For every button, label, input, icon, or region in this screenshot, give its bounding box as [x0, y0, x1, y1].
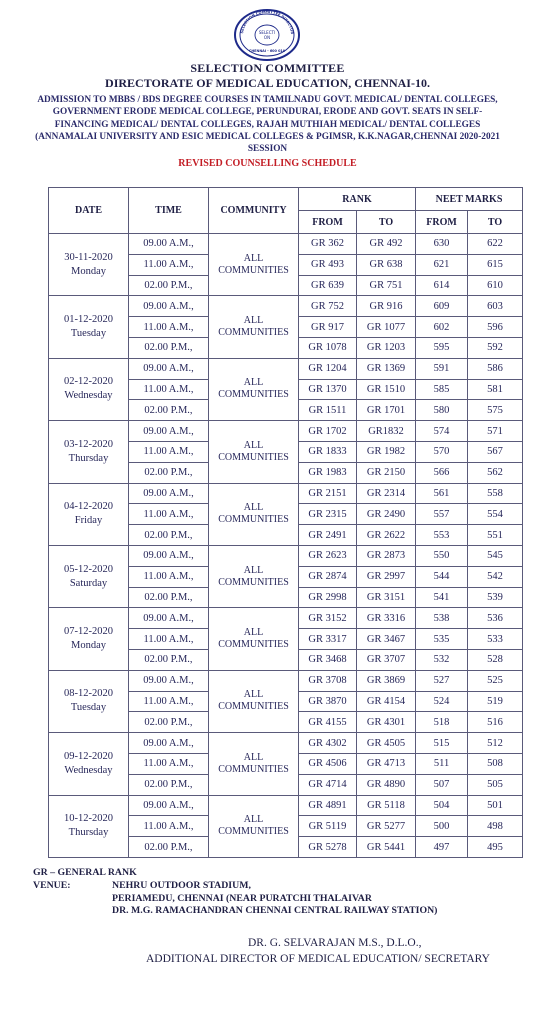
rank-from-cell: GR 4506 [299, 753, 357, 774]
time-cell: 02.00 P.M., [129, 587, 209, 608]
rank-to-cell: GR 4890 [357, 774, 416, 795]
rank-to-cell: GR 3869 [357, 670, 416, 691]
marks-from-cell: 507 [416, 774, 468, 795]
date-value: 05-12-2020 [64, 563, 113, 575]
rank-from-cell: GR 2998 [299, 587, 357, 608]
date-value: 04-12-2020 [64, 501, 113, 513]
rank-from-cell: GR 5119 [299, 816, 357, 837]
rank-to-cell: GR 5118 [357, 795, 416, 816]
marks-from-cell: 515 [416, 733, 468, 754]
date-value: 02-12-2020 [64, 376, 113, 388]
marks-to-cell: 567 [468, 441, 523, 462]
weekday: Monday [71, 265, 106, 277]
venue-line: PERIAMEDU, CHENNAI (NEAR PURATCHI THALAIVAR [112, 892, 372, 904]
date-value: 08-12-2020 [64, 688, 113, 700]
community-cell: ALL COMMUNITIES [209, 670, 299, 732]
marks-from-cell: 504 [416, 795, 468, 816]
marks-to-cell: 615 [468, 254, 523, 275]
time-cell: 09.00 A.M., [129, 608, 209, 629]
header-rank-from: FROM [299, 211, 357, 234]
gr-note: GR – GENERAL RANK [33, 867, 137, 878]
community-cell: ALL COMMUNITIES [209, 358, 299, 420]
rank-from-cell: GR 3317 [299, 629, 357, 650]
marks-from-cell: 497 [416, 837, 468, 858]
schedule-row [49, 483, 523, 504]
schedule-row [49, 733, 523, 754]
rank-from-cell: GR 362 [299, 234, 357, 255]
marks-from-cell: 574 [416, 421, 468, 442]
weekday: Tuesday [70, 702, 107, 714]
marks-from-cell: 541 [416, 587, 468, 608]
rank-from-cell: GR 2623 [299, 545, 357, 566]
time-cell: 09.00 A.M., [129, 358, 209, 379]
weekday: Thursday [68, 827, 109, 839]
rank-to-cell: GR 4505 [357, 733, 416, 754]
weekday: Tuesday [70, 328, 107, 340]
date-value: 09-12-2020 [64, 750, 113, 762]
marks-to-cell: 498 [468, 816, 523, 837]
rank-to-cell: GR 2997 [357, 566, 416, 587]
rank-from-cell: GR 2874 [299, 566, 357, 587]
rank-from-cell: GR 1370 [299, 379, 357, 400]
community-cell: ALL COMMUNITIES [209, 234, 299, 296]
marks-to-cell: 562 [468, 462, 523, 483]
marks-to-cell: 536 [468, 608, 523, 629]
marks-to-cell: 551 [468, 525, 523, 546]
schedule-row [49, 795, 523, 816]
marks-from-cell: 566 [416, 462, 468, 483]
schedule-body [49, 234, 523, 858]
date-cell [49, 545, 129, 607]
marks-to-cell: 512 [468, 733, 523, 754]
rank-to-cell: GR 4301 [357, 712, 416, 733]
marks-from-cell: 535 [416, 629, 468, 650]
marks-to-cell: 542 [468, 566, 523, 587]
signatory-name: DR. G. SELVARAJAN M.S., D.L.O., [248, 937, 422, 949]
rank-to-cell: GR 5277 [357, 816, 416, 837]
seal-center-text-2: ON [263, 35, 271, 40]
marks-to-cell: 519 [468, 691, 523, 712]
rank-from-cell: GR 3870 [299, 691, 357, 712]
rank-from-cell: GR 1204 [299, 358, 357, 379]
time-cell: 02.00 P.M., [129, 712, 209, 733]
weekday: Wednesday [64, 390, 113, 402]
schedule-row [49, 545, 523, 566]
time-cell: 02.00 P.M., [129, 275, 209, 296]
marks-to-cell: 508 [468, 753, 523, 774]
date-cell [49, 733, 129, 795]
time-cell: 02.00 P.M., [129, 462, 209, 483]
date-cell [49, 234, 129, 296]
community-cell: ALL COMMUNITIES [209, 545, 299, 607]
rank-from-cell: GR 4155 [299, 712, 357, 733]
rank-from-cell: GR 1078 [299, 337, 357, 358]
marks-to-cell: 554 [468, 504, 523, 525]
marks-from-cell: 609 [416, 296, 468, 317]
header-rank: RANK [299, 188, 416, 211]
seal-top-text: SELECTION COMMITTEE DIRECTOR [240, 9, 295, 35]
time-cell: 11.00 A.M., [129, 629, 209, 650]
time-cell: 11.00 A.M., [129, 504, 209, 525]
venue-line: NEHRU OUTDOOR STADIUM, [112, 880, 251, 891]
rank-to-cell: GR 2314 [357, 483, 416, 504]
marks-to-cell: 603 [468, 296, 523, 317]
community-cell: ALL COMMUNITIES [209, 733, 299, 795]
schedule-row [49, 296, 523, 317]
time-cell: 11.00 A.M., [129, 441, 209, 462]
header-description: ADMISSION TO MBBS / BDS DEGREE COURSES IN TAMILNADU GOVT. MEDICAL/ DENTAL COLLEGES, GOVERNMENT ERODE MEDICAL COLLEGE, PERUNDURAI, ERODE AND GOVT. SEATS IN SELF- FINANCING MEDICAL/ DENTAL COLLEGES, RAJAH MUTHIAH MEDICAL/ DENTAL COLLEGES (ANNAMALAI UNIVERSITY AND ESIC MEDICAL COLLEGES & PGIMSR, K.K.NAGAR,CHENNAI 2020-2021 SESSION [35, 95, 500, 155]
marks-to-cell: 545 [468, 545, 523, 566]
weekday: Thursday [68, 452, 109, 464]
marks-to-cell: 586 [468, 358, 523, 379]
marks-from-cell: 544 [416, 566, 468, 587]
rank-from-cell: GR 4714 [299, 774, 357, 795]
rank-from-cell: GR 2315 [299, 504, 357, 525]
time-cell: 09.00 A.M., [129, 296, 209, 317]
date-value: 01-12-2020 [64, 314, 113, 326]
marks-to-cell: 575 [468, 400, 523, 421]
rank-from-cell: GR 3708 [299, 670, 357, 691]
marks-to-cell: 516 [468, 712, 523, 733]
date-value: 10-12-2020 [64, 813, 113, 825]
time-cell: 09.00 A.M., [129, 483, 209, 504]
seal-center-text-1: SELECTI [258, 30, 276, 35]
date-value: 30-11-2020 [64, 251, 113, 263]
marks-from-cell: 550 [416, 545, 468, 566]
header-community: COMMUNITY [209, 188, 299, 234]
rank-from-cell: GR 3468 [299, 649, 357, 670]
rank-from-cell: GR 639 [299, 275, 357, 296]
rank-from-cell: GR 5278 [299, 837, 357, 858]
weekday: Saturday [69, 577, 108, 589]
time-cell: 02.00 P.M., [129, 837, 209, 858]
marks-to-cell: 592 [468, 337, 523, 358]
venue-line: DR. M.G. RAMACHANDRAN CHENNAI CENTRAL RAILWAY STATION) [112, 905, 438, 917]
weekday: Monday [71, 640, 106, 652]
marks-to-cell: 528 [468, 649, 523, 670]
community-cell: ALL COMMUNITIES [209, 296, 299, 358]
marks-from-cell: 500 [416, 816, 468, 837]
community-cell: ALL COMMUNITIES [209, 608, 299, 670]
rank-to-cell: GR 2490 [357, 504, 416, 525]
schedule-row [49, 670, 523, 691]
date-cell [49, 608, 129, 670]
time-cell: 09.00 A.M., [129, 670, 209, 691]
rank-to-cell: GR 1203 [357, 337, 416, 358]
marks-to-cell: 610 [468, 275, 523, 296]
rank-to-cell: GR 1701 [357, 400, 416, 421]
rank-from-cell: GR 1833 [299, 441, 357, 462]
weekday: Wednesday [64, 764, 113, 776]
date-cell [49, 296, 129, 358]
marks-from-cell: 561 [416, 483, 468, 504]
schedule-subtitle: REVISED COUNSELLING SCHEDULE [178, 158, 357, 169]
rank-from-cell: GR 752 [299, 296, 357, 317]
rank-to-cell: GR 638 [357, 254, 416, 275]
header-title-1: SELECTION COMMITTEE [190, 61, 345, 75]
header-marks-from: FROM [416, 211, 468, 234]
rank-to-cell: GR 3316 [357, 608, 416, 629]
schedule-row [49, 358, 523, 379]
time-cell: 02.00 P.M., [129, 337, 209, 358]
schedule-row [49, 608, 523, 629]
rank-from-cell: GR 1511 [299, 400, 357, 421]
rank-to-cell: GR 1982 [357, 441, 416, 462]
schedule-row [49, 421, 523, 442]
time-cell: 11.00 A.M., [129, 816, 209, 837]
rank-from-cell: GR 4302 [299, 733, 357, 754]
marks-from-cell: 557 [416, 504, 468, 525]
rank-from-cell: GR 493 [299, 254, 357, 275]
marks-to-cell: 571 [468, 421, 523, 442]
committee-seal-logo [233, 8, 301, 62]
time-cell: 09.00 A.M., [129, 733, 209, 754]
header-title-2: DIRECTORATE OF MEDICAL EDUCATION, CHENNAI-10. [105, 76, 430, 90]
marks-from-cell: 570 [416, 441, 468, 462]
rank-to-cell: GR 1369 [357, 358, 416, 379]
time-cell: 11.00 A.M., [129, 254, 209, 275]
marks-from-cell: 585 [416, 379, 468, 400]
rank-to-cell: GR1832 [357, 421, 416, 442]
signatory-title: ADDITIONAL DIRECTOR OF MEDICAL EDUCATION/ SECRETARY [146, 953, 490, 965]
marks-to-cell: 539 [468, 587, 523, 608]
community-cell: ALL COMMUNITIES [209, 421, 299, 483]
marks-from-cell: 538 [416, 608, 468, 629]
rank-to-cell: GR 1510 [357, 379, 416, 400]
rank-to-cell: GR 5441 [357, 837, 416, 858]
seal-bottom-text: CHENNAI - 600 010 [248, 49, 286, 53]
venue-label: VENUE: [33, 880, 71, 891]
date-cell [49, 358, 129, 420]
header-time: TIME [129, 188, 209, 234]
marks-from-cell: 595 [416, 337, 468, 358]
rank-from-cell: GR 1702 [299, 421, 357, 442]
marks-to-cell: 501 [468, 795, 523, 816]
marks-from-cell: 511 [416, 753, 468, 774]
time-cell: 02.00 P.M., [129, 774, 209, 795]
counselling-schedule-table [48, 187, 523, 858]
marks-to-cell: 622 [468, 234, 523, 255]
marks-from-cell: 630 [416, 234, 468, 255]
time-cell: 11.00 A.M., [129, 691, 209, 712]
rank-to-cell: GR 1077 [357, 317, 416, 338]
marks-to-cell: 495 [468, 837, 523, 858]
rank-to-cell: GR 2873 [357, 545, 416, 566]
marks-from-cell: 518 [416, 712, 468, 733]
rank-to-cell: GR 916 [357, 296, 416, 317]
header-date: DATE [49, 188, 129, 234]
rank-from-cell: GR 2151 [299, 483, 357, 504]
rank-to-cell: GR 3151 [357, 587, 416, 608]
marks-to-cell: 558 [468, 483, 523, 504]
schedule-row [49, 234, 523, 255]
marks-to-cell: 581 [468, 379, 523, 400]
rank-from-cell: GR 1983 [299, 462, 357, 483]
marks-from-cell: 553 [416, 525, 468, 546]
header-neet-marks: NEET MARKS [416, 188, 523, 211]
marks-from-cell: 621 [416, 254, 468, 275]
marks-to-cell: 596 [468, 317, 523, 338]
community-cell: ALL COMMUNITIES [209, 483, 299, 545]
rank-from-cell: GR 4891 [299, 795, 357, 816]
marks-from-cell: 580 [416, 400, 468, 421]
marks-to-cell: 505 [468, 774, 523, 795]
venue-address [112, 880, 437, 918]
time-cell: 11.00 A.M., [129, 566, 209, 587]
marks-from-cell: 527 [416, 670, 468, 691]
date-cell [49, 670, 129, 732]
marks-from-cell: 591 [416, 358, 468, 379]
rank-to-cell: GR 3467 [357, 629, 416, 650]
time-cell: 02.00 P.M., [129, 400, 209, 421]
date-value: 07-12-2020 [64, 626, 113, 638]
marks-from-cell: 602 [416, 317, 468, 338]
time-cell: 11.00 A.M., [129, 753, 209, 774]
marks-to-cell: 533 [468, 629, 523, 650]
header-rank-to: TO [357, 211, 416, 234]
rank-from-cell: GR 2491 [299, 525, 357, 546]
rank-to-cell: GR 4713 [357, 753, 416, 774]
rank-to-cell: GR 751 [357, 275, 416, 296]
rank-to-cell: GR 492 [357, 234, 416, 255]
rank-from-cell: GR 917 [299, 317, 357, 338]
date-cell [49, 795, 129, 857]
date-cell [49, 483, 129, 545]
marks-from-cell: 532 [416, 649, 468, 670]
rank-to-cell: GR 3707 [357, 649, 416, 670]
time-cell: 11.00 A.M., [129, 317, 209, 338]
time-cell: 02.00 P.M., [129, 649, 209, 670]
header-marks-to: TO [468, 211, 523, 234]
rank-from-cell: GR 3152 [299, 608, 357, 629]
time-cell: 11.00 A.M., [129, 379, 209, 400]
time-cell: 09.00 A.M., [129, 421, 209, 442]
time-cell: 09.00 A.M., [129, 234, 209, 255]
weekday: Friday [74, 515, 103, 527]
time-cell: 02.00 P.M., [129, 525, 209, 546]
community-cell: ALL COMMUNITIES [209, 795, 299, 857]
rank-to-cell: GR 4154 [357, 691, 416, 712]
time-cell: 09.00 A.M., [129, 545, 209, 566]
marks-to-cell: 525 [468, 670, 523, 691]
marks-from-cell: 614 [416, 275, 468, 296]
marks-from-cell: 524 [416, 691, 468, 712]
rank-to-cell: GR 2150 [357, 462, 416, 483]
rank-to-cell: GR 2622 [357, 525, 416, 546]
date-value: 03-12-2020 [64, 438, 113, 450]
date-cell [49, 421, 129, 483]
time-cell: 09.00 A.M., [129, 795, 209, 816]
